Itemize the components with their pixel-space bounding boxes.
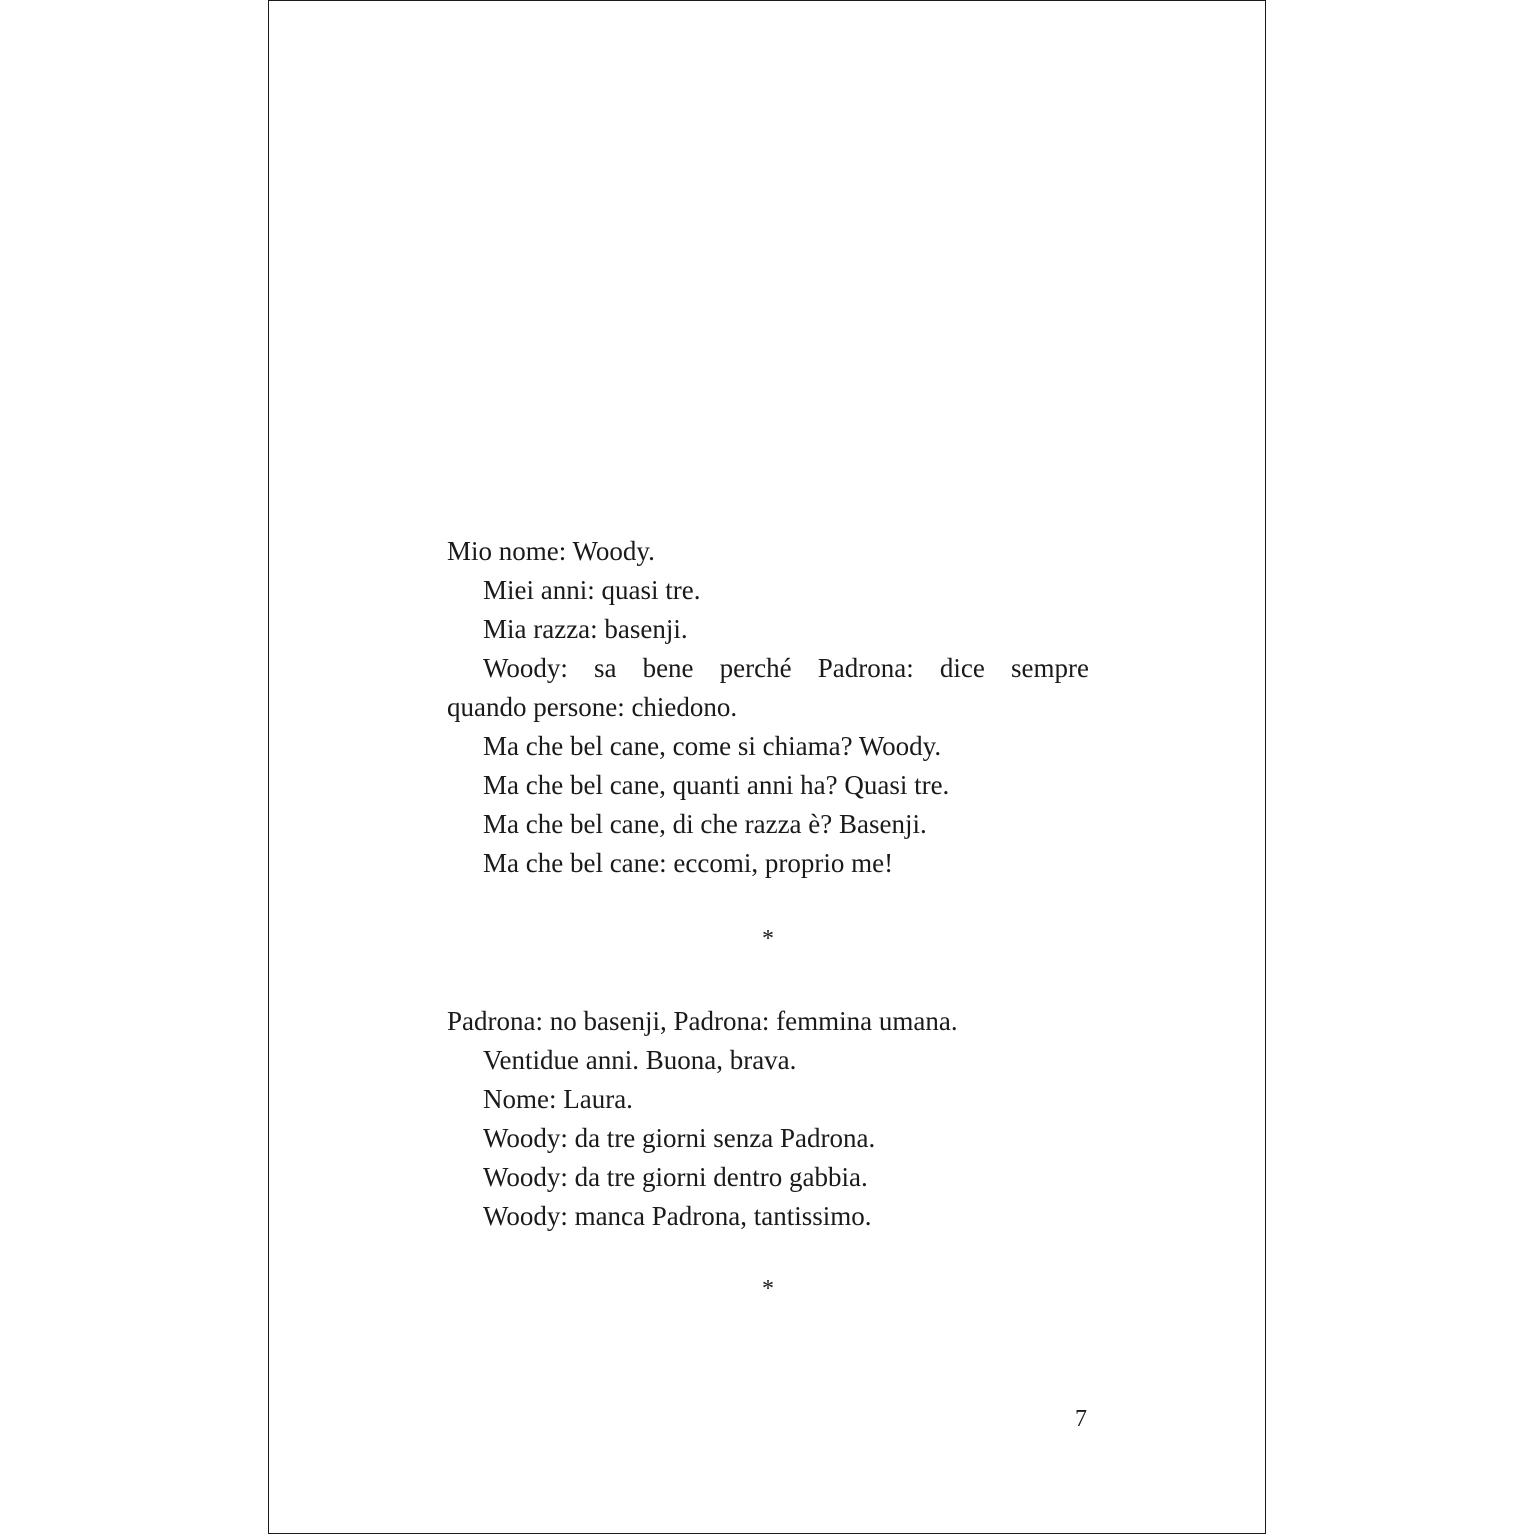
paragraph-line: quando persone: chiedono. xyxy=(447,692,738,722)
paragraph-line: Ma che bel cane, come si chiama? Woody. xyxy=(483,731,942,761)
paragraph-line: Ventidue anni. Buona, brava. xyxy=(483,1045,797,1075)
word: Woody: xyxy=(483,653,568,683)
paragraph-line: Miei anni: quasi tre. xyxy=(483,575,701,605)
paragraph-line: Mia razza: basenji. xyxy=(483,614,688,644)
book-page xyxy=(268,0,1266,1534)
paragraph-line: Woody: manca Padrona, tantissimo. xyxy=(483,1201,872,1231)
page-number: 7 xyxy=(1075,1406,1087,1432)
word: bene xyxy=(642,653,694,683)
paragraph-line: Padrona: no basenji, Padrona: femmina umana. xyxy=(447,1006,958,1036)
paragraph-line: Nome: Laura. xyxy=(483,1084,633,1114)
paragraph-line: Ma che bel cane, quanti anni ha? Quasi tre. xyxy=(483,770,950,800)
section-separator: * xyxy=(762,1276,774,1302)
text-section-2 xyxy=(447,1002,1089,1236)
text-section-1 xyxy=(447,532,1089,883)
word: Padrona: xyxy=(817,653,914,683)
paragraph-line: Mio nome: Woody. xyxy=(447,536,655,566)
paragraph-line: Ma che bel cane, di che razza è? Basenji. xyxy=(483,809,927,839)
paragraph-line: Woody: da tre giorni dentro gabbia. xyxy=(483,1162,868,1192)
word: perché xyxy=(719,653,792,683)
paragraph-line: Woody: da tre giorni senza Padrona. xyxy=(483,1123,876,1153)
section-separator: * xyxy=(762,926,774,952)
word: dice xyxy=(939,653,985,683)
justified-line xyxy=(447,649,1089,688)
word: sempre xyxy=(1010,653,1089,683)
word: sa xyxy=(593,653,617,683)
paragraph-line: Ma che bel cane: eccomi, proprio me! xyxy=(483,848,894,878)
